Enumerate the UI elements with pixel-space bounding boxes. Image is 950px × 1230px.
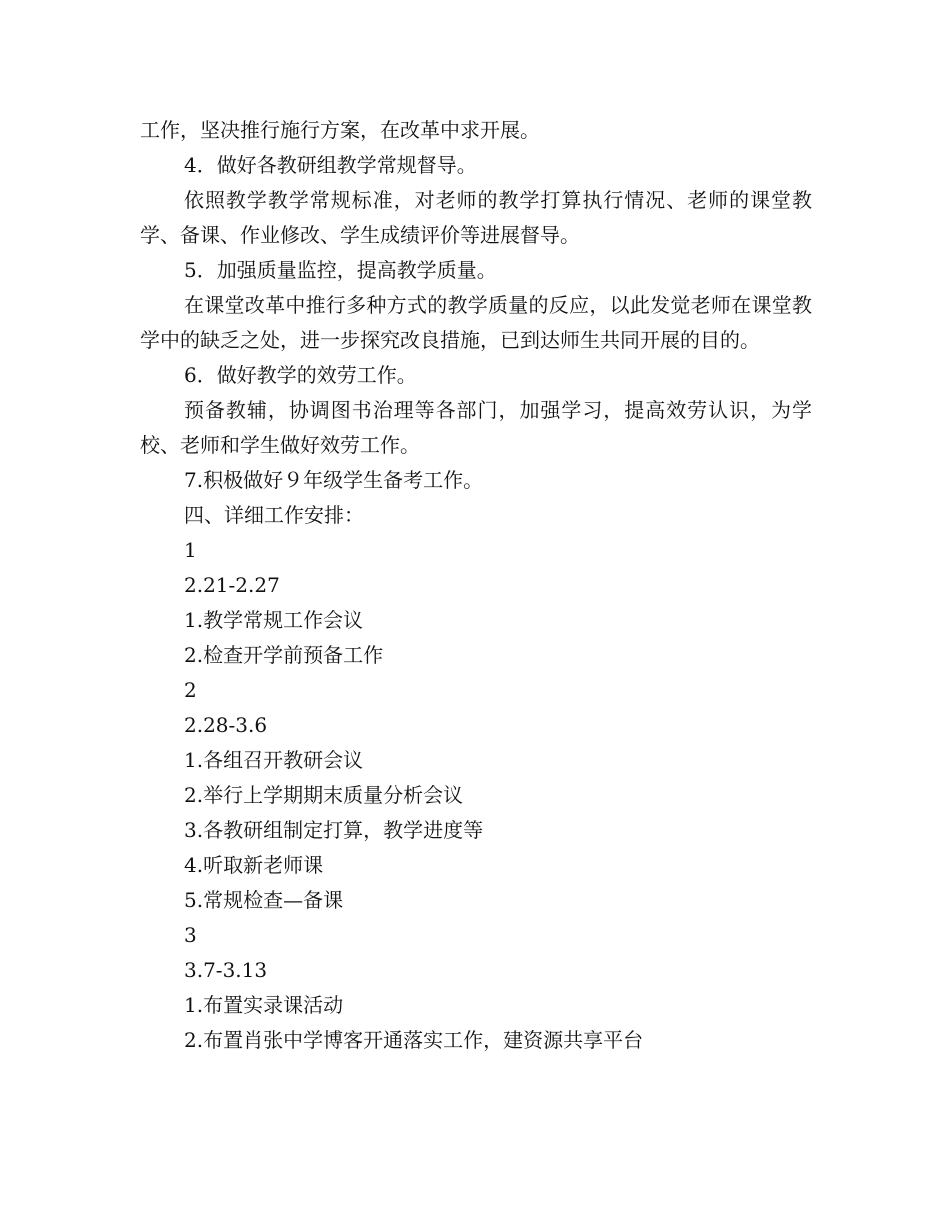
paragraph: 在课堂改革中推行多种方式的教学质量的反应，以此发觉老师在课堂教学中的缺乏之处，进一步探究改良措施，已到达师生共同开展的目的。 xyxy=(140,293,812,352)
section-heading: 四、详细工作安排： xyxy=(184,503,364,527)
week-number: 2 xyxy=(184,678,197,702)
paragraph: 预备教辅，协调图书治理等各部门，加强学习，提高效劳认识，为学校、老师和学生做好效劳工作。 xyxy=(140,398,812,457)
list-item: 2.检查开学前预备工作 xyxy=(184,643,384,667)
paragraph: 依照教学教学常规标准，对老师的教学打算执行情况、老师的课堂教学、备课、作业修改、学生成绩评价等进展督导。 xyxy=(140,188,812,247)
date-range: 2.28-3.6 xyxy=(184,713,268,737)
section-heading: 5．加强质量监控，提高教学质量。 xyxy=(184,258,497,282)
week-number: 3 xyxy=(184,923,197,947)
section-heading: 6．做好教学的效劳工作。 xyxy=(184,363,417,387)
section-heading: 7.积极做好９年级学生备考工作。 xyxy=(184,468,484,492)
document-body xyxy=(140,113,812,1058)
list-item: 2.举行上学期期末质量分析会议 xyxy=(184,783,464,807)
section-heading: 4．做好各教研组教学常规督导。 xyxy=(184,153,477,177)
text-line: 工作，坚决推行施行方案，在改革中求开展。 xyxy=(140,118,540,142)
list-item: 2.布置肖张中学博客开通落实工作，建资源共享平台 xyxy=(184,1028,644,1052)
list-item: 1.布置实录课活动 xyxy=(184,993,344,1017)
date-range: 2.21-2.27 xyxy=(184,573,280,597)
list-item: 3.各教研组制定打算，教学进度等 xyxy=(184,818,484,842)
date-range: 3.7-3.13 xyxy=(184,958,268,982)
list-item: 5.常规检查—备课 xyxy=(184,888,344,912)
list-item: 4.听取新老师课 xyxy=(184,853,324,877)
week-number: 1 xyxy=(184,538,197,562)
list-item: 1.各组召开教研会议 xyxy=(184,748,364,772)
list-item: 1.教学常规工作会议 xyxy=(184,608,364,632)
